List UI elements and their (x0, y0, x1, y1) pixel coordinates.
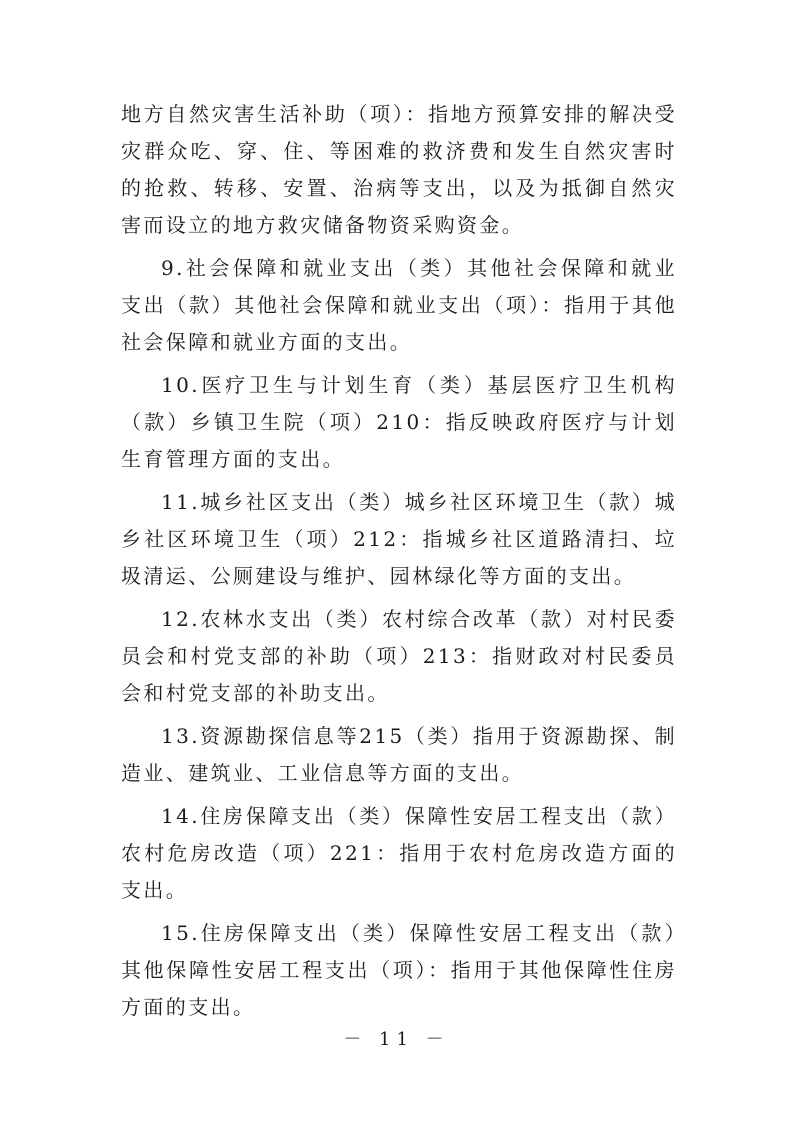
paragraph-disaster-relief: 地方自然灾害生活补助（项）：指地方预算安排的解决受灾群众吃、穿、住、等困难的救济费和发生自然灾害时的抢救、转移、安置、治病等支出，以及为抵御自然灾害而设立的地方救灾储备物资采购资金。 (121, 102, 677, 237)
paragraph-item-9: 9.社会保障和就业支出（类）其他社会保障和就业支出（款）其他社会保障和就业支出（项）：指用于其他社会保障和就业方面的支出。 (121, 256, 677, 354)
paragraph-item-13: 13.资源勘探信息等215（类）指用于资源勘探、制造业、建筑业、工业信息等方面的支出。 (121, 724, 677, 785)
paragraph-item-12: 12.农林水支出（类）农村综合改革（款）对村民委员会和村党支部的补助（项）213：指财政对村民委员会和村党支部的补助支出。 (121, 607, 677, 705)
paragraph-item-11: 11.城乡社区支出（类）城乡社区环境卫生（款）城乡社区环境卫生（项）212：指城乡社区道路清扫、垃圾清运、公厕建设与维护、园林绿化等方面的支出。 (121, 490, 677, 588)
document-body (121, 96, 700, 1026)
paragraph-item-14: 14.住房保障支出（类）保障性安居工程支出（款）农村危房改造（项）221：指用于农村危房改造方面的支出。 (121, 804, 677, 902)
paragraph-item-10: 10.医疗卫生与计划生育（类）基层医疗卫生机构（款）乡镇卫生院（项）210：指反映政府医疗与计划生育管理方面的支出。 (121, 373, 677, 471)
page-number: － 11 － (343, 1029, 450, 1050)
paragraph-item-15: 15.住房保障支出（类）保障性安居工程支出（款） 其他保障性安居工程支出（项）：指用于其他保障性住房方面的支出。 (121, 921, 700, 1019)
